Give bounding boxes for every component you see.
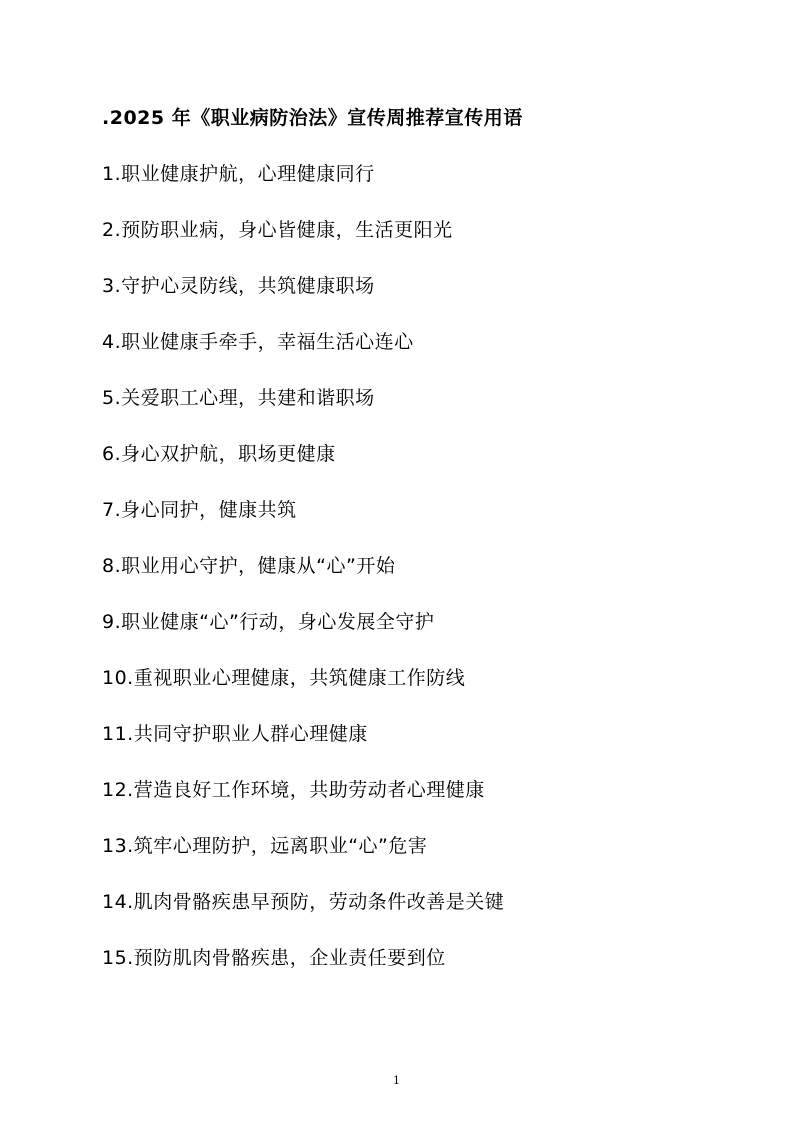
document-title: .2025 年《职业病防治法》宣传周推荐宣传用语 (102, 107, 523, 129)
slogan-item: 3.守护心灵防线，共筑健康职场 (102, 275, 375, 297)
slogan-item: 4.职业健康手牵手，幸福生活心连心 (102, 331, 414, 353)
slogan-item: 2.预防职业病，身心皆健康，生活更阳光 (102, 219, 453, 241)
slogan-item: 6.身心双护航，职场更健康 (102, 443, 336, 465)
slogan-item: 14.肌肉骨骼疾患早预防，劳动条件改善是关键 (102, 891, 505, 913)
slogan-item: 9.职业健康“心”行动，身心发展全守护 (102, 611, 435, 633)
slogan-item: 15.预防肌肉骨骼疾患，企业责任要到位 (102, 947, 446, 969)
slogan-item: 11.共同守护职业人群心理健康 (102, 723, 368, 745)
slogan-item: 5.关爱职工心理，共建和谐职场 (102, 387, 375, 409)
slogan-item: 13.筑牢心理防护，远离职业“心”危害 (102, 835, 428, 857)
slogan-list (102, 160, 504, 1000)
slogan-item: 10.重视职业心理健康，共筑健康工作防线 (102, 667, 466, 689)
slogan-item: 1.职业健康护航，心理健康同行 (102, 163, 375, 185)
slogan-item: 7.身心同护，健康共筑 (102, 499, 297, 521)
page-number: 1 (393, 1074, 400, 1087)
slogan-item: 8.职业用心守护，健康从“心”开始 (102, 555, 396, 577)
slogan-item: 12.营造良好工作环境，共助劳动者心理健康 (102, 779, 485, 801)
